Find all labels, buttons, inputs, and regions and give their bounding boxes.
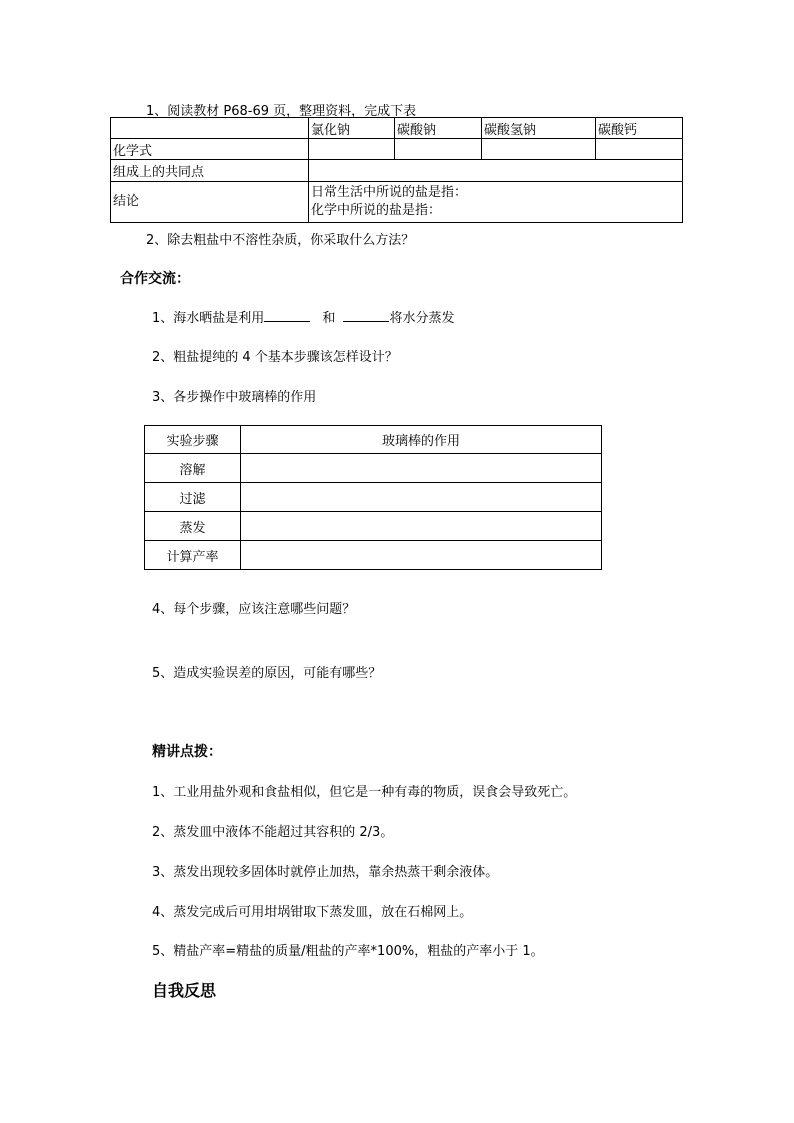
formula-cell[interactable]: [309, 139, 395, 160]
cooperation-item-2: 2、粗盐提纯的 4 个基本步骤该怎样设计？: [152, 350, 398, 365]
formula-cell[interactable]: [482, 139, 596, 160]
item-1-and: 和: [322, 311, 336, 326]
table-row: [111, 182, 683, 223]
formula-cell[interactable]: [395, 139, 482, 160]
table-row: [111, 139, 683, 160]
explanation-heading: 精讲点拨：: [152, 744, 222, 760]
table-cell: [111, 118, 309, 139]
table-row: [111, 118, 683, 139]
reflection-heading: 自我反思: [152, 981, 217, 1000]
table-row: [145, 541, 602, 570]
column-header: 碳酸钠: [395, 118, 482, 139]
column-header: 氯化钠: [309, 118, 395, 139]
answer-cell[interactable]: [241, 454, 602, 483]
question-2: 2、除去粗盐中不溶性杂质，你采取什么方法？: [146, 233, 415, 248]
column-header: 实验步骤: [145, 426, 241, 454]
cooperation-item-3: 3、各步操作中玻璃棒的作用: [152, 390, 317, 405]
column-header: 碳酸钙: [596, 118, 683, 139]
row-header: 结论: [111, 182, 309, 223]
item-1-prefix: 1、海水晒盐是利用: [152, 311, 265, 326]
cooperation-item-5: 5、造成实验误差的原因，可能有哪些？: [152, 666, 382, 681]
answer-cell[interactable]: [241, 541, 602, 570]
common-feature-cell[interactable]: [309, 160, 683, 182]
row-header: 组成上的共同点: [111, 160, 309, 182]
column-header: 碳酸氢钠: [482, 118, 596, 139]
answer-cell[interactable]: [241, 483, 602, 512]
step-cell: 溶解: [145, 454, 241, 483]
cooperation-item-4: 4、每个步骤，应该注意哪些问题？: [152, 602, 356, 617]
step-cell: 计算产率: [145, 541, 241, 570]
salt-comparison-table: [110, 117, 683, 223]
blank-2[interactable]: [343, 309, 389, 322]
cooperation-heading: 合作交流：: [120, 271, 190, 287]
conclusion-cell[interactable]: [309, 182, 683, 223]
question-1: 1、阅读教材 P68-69 页，整理资料，完成下表: [146, 104, 417, 119]
table-row: [145, 512, 602, 541]
table-row: [145, 426, 602, 454]
explanation-item: 5、精盐产率=精盐的质量/粗盐的产率*100%，粗盐的产率小于 1。: [152, 944, 544, 959]
row-header: 化学式: [111, 139, 309, 160]
table-row: [145, 454, 602, 483]
explanation-item: 1、工业用盐外观和食盐相似，但它是一种有毒的物质，误食会导致死亡。: [152, 785, 577, 800]
step-cell: 过滤: [145, 483, 241, 512]
explanation-item: 2、蒸发皿中液体不能超过其容积的 2/3。: [152, 825, 394, 840]
formula-cell[interactable]: [596, 139, 683, 160]
glass-rod-table: [144, 425, 602, 570]
table-row: [145, 483, 602, 512]
item-1-suffix: 将水分蒸发: [389, 311, 455, 326]
conclusion-line-chemistry: 化学中所说的盐是指：: [311, 203, 442, 218]
blank-1[interactable]: [264, 309, 310, 322]
column-header: 玻璃棒的作用: [241, 426, 602, 454]
table-row: [111, 160, 683, 182]
answer-cell[interactable]: [241, 512, 602, 541]
step-cell: 蒸发: [145, 512, 241, 541]
conclusion-line-daily: 日常生活中所说的盐是指：: [311, 185, 468, 200]
explanation-item: 3、蒸发出现较多固体时就停止加热，靠余热蒸干剩余液体。: [152, 865, 499, 880]
explanation-item: 4、蒸发完成后可用坩埚钳取下蒸发皿，放在石棉网上。: [152, 905, 473, 920]
cooperation-item-1: [152, 307, 454, 326]
